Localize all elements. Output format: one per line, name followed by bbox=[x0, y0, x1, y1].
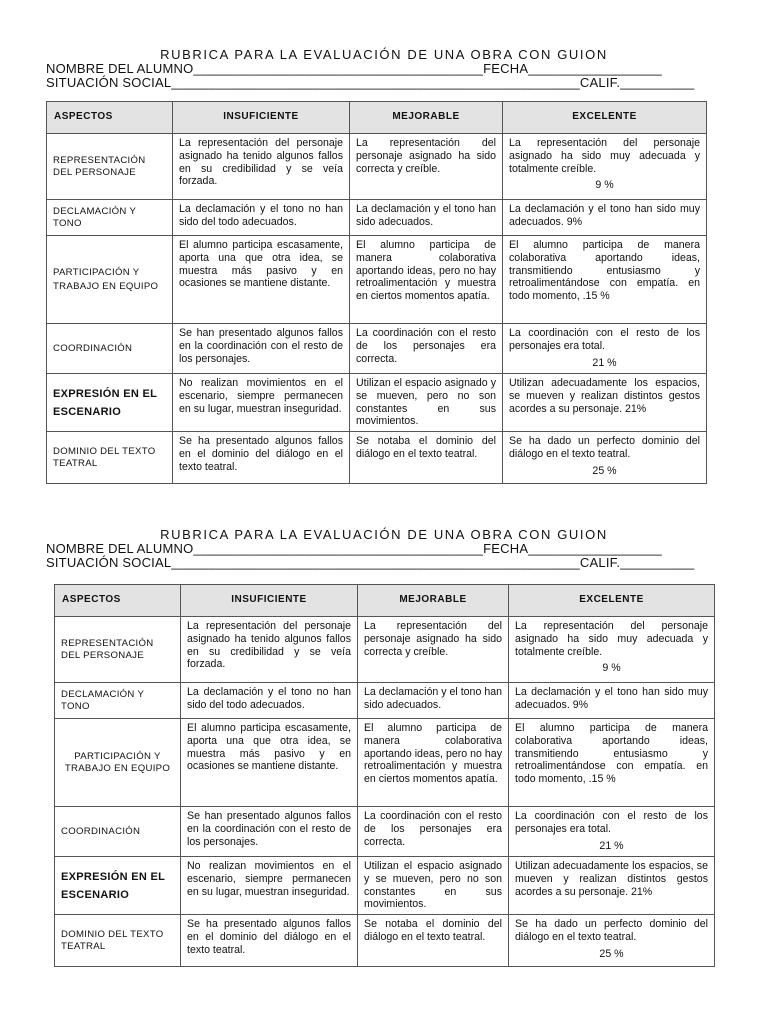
mejorable-cell: La declamación y el tono han sido adecuados. bbox=[358, 683, 509, 719]
mejorable-cell: Utilizan el espacio asignado y se mueven, pero no son constantes en sus movimientos. bbox=[350, 374, 503, 432]
insuficiente-cell: No realizan movimientos en el escenario, siempre permanecen en su lugar, muestran inseguridad. bbox=[173, 374, 350, 432]
excelente-cell bbox=[503, 134, 707, 200]
aspect-cell: PARTICIPACIÓN Y TRABAJO EN EQUIPO bbox=[55, 719, 181, 807]
aspect-cell: DECLAMACIÓN Y TONO bbox=[55, 683, 181, 719]
table-row bbox=[47, 374, 707, 432]
insuficiente-cell: El alumno participa escasamente, aporta una que otra idea, se muestra más pasivo y en ocasiones se mantiene distante. bbox=[173, 236, 350, 324]
insuficiente-cell: Se han presentado algunos fallos en la coordinación con el resto de los personajes. bbox=[173, 324, 350, 374]
rubric-sheet-1 bbox=[0, 47, 768, 477]
mejorable-cell: Se notaba el dominio del diálogo en el texto teatral. bbox=[350, 432, 503, 484]
excelente-cell bbox=[509, 617, 715, 683]
percentage-label: 25 % bbox=[599, 947, 624, 960]
insuficiente-cell: La representación del personaje asignado ha tenido algunos fallos en su credibilidad y se veía forzada. bbox=[181, 617, 358, 683]
table-row bbox=[55, 617, 715, 683]
column-header-excelente: EXCELENTE bbox=[509, 585, 715, 617]
aspect-cell: DECLAMACIÓN Y TONO bbox=[47, 200, 173, 236]
table-row bbox=[55, 807, 715, 857]
table-header-row bbox=[47, 102, 707, 134]
aspect-cell: COORDINACIÓN bbox=[47, 324, 173, 374]
aspect-cell: PARTICIPACIÓN Y TRABAJO EN EQUIPO bbox=[47, 236, 173, 324]
table-row bbox=[47, 432, 707, 484]
insuficiente-cell: La declamación y el tono no han sido del todo adecuados. bbox=[181, 683, 358, 719]
social-situation-grade-line: SITUACIÓN SOCIAL_______________________________________________________CALIF.__________ bbox=[46, 555, 695, 570]
excelente-cell bbox=[503, 324, 707, 374]
mejorable-cell: La coordinación con el resto de los personajes era correcta. bbox=[350, 324, 503, 374]
insuficiente-cell: Se ha presentado algunos fallos en el dominio del diálogo en el texto teatral. bbox=[173, 432, 350, 484]
percentage-label: 25 % bbox=[592, 464, 617, 477]
aspect-cell: COORDINACIÓN bbox=[55, 807, 181, 857]
rubric-sheet-2 bbox=[0, 527, 768, 960]
table-row bbox=[55, 683, 715, 719]
aspect-cell: DOMINIO DEL TEXTO TEATRAL bbox=[47, 432, 173, 484]
percentage-label: 21 % bbox=[599, 839, 624, 852]
percentage-label: 9 % bbox=[595, 179, 614, 192]
student-name-date-line: NOMBRE DEL ALUMNO_______________________________________FECHA__________________ bbox=[46, 61, 662, 76]
excelente-text: La representación del personaje asignado ha sido muy adecuada y totalmente creíble. bbox=[515, 620, 708, 658]
excelente-cell: El alumno participa de manera colaborativa aportando ideas, transmitiendo entusiasmo y retroalimentándose con empatía. en todo momento, .15 % bbox=[503, 236, 707, 324]
mejorable-cell: La representación del personaje asignado ha sido correcta y creíble. bbox=[350, 134, 503, 200]
percentage-label: 21 % bbox=[592, 356, 617, 369]
mejorable-cell: El alumno participa de manera colaborativa aportando ideas, pero no hay retroalimentación y muestra en ciertos momentos apatía. bbox=[358, 719, 509, 807]
aspect-cell: EXPRESIÓN EN EL ESCENARIO bbox=[47, 374, 173, 432]
column-header-insuficiente: INSUFICIENTE bbox=[181, 585, 358, 617]
excelente-cell: El alumno participa de manera colaborativa aportando ideas, transmitiendo entusiasmo y retroalimentándose con empatía. en todo momento, .15 % bbox=[509, 719, 715, 807]
aspect-cell: REPRESENTACIÓN DEL PERSONAJE bbox=[55, 617, 181, 683]
excelente-text: La coordinación con el resto de los personajes era total. bbox=[515, 810, 708, 835]
mejorable-cell: El alumno participa de manera colaborativa aportando ideas, pero no hay retroalimentación y muestra en ciertos momentos apatía. bbox=[350, 236, 503, 324]
sheet-header bbox=[0, 528, 768, 570]
table-row bbox=[47, 200, 707, 236]
aspect-cell: REPRESENTACIÓN DEL PERSONAJE bbox=[47, 134, 173, 200]
sheet-header bbox=[0, 48, 768, 90]
table-row bbox=[55, 915, 715, 967]
column-header-mejorable: MEJORABLE bbox=[350, 102, 503, 134]
rubric-table bbox=[54, 584, 715, 967]
rubric-table bbox=[46, 101, 707, 484]
excelente-cell bbox=[509, 915, 715, 967]
aspect-cell: DOMINIO DEL TEXTO TEATRAL bbox=[55, 915, 181, 967]
social-situation-grade-line: SITUACIÓN SOCIAL_______________________________________________________CALIF.__________ bbox=[46, 75, 695, 90]
mejorable-cell: La coordinación con el resto de los personajes era correcta. bbox=[358, 807, 509, 857]
excelente-cell: La declamación y el tono han sido muy adecuados. 9% bbox=[509, 683, 715, 719]
student-name-date-line: NOMBRE DEL ALUMNO_______________________________________FECHA__________________ bbox=[46, 541, 662, 556]
percentage-label: 9 % bbox=[602, 662, 621, 675]
mejorable-cell: Utilizan el espacio asignado y se mueven, pero no son constantes en sus movimientos. bbox=[358, 857, 509, 915]
column-header-mejorable: MEJORABLE bbox=[358, 585, 509, 617]
excelente-text: La representación del personaje asignado ha sido muy adecuada y totalmente creíble. bbox=[509, 137, 700, 175]
excelente-cell: Utilizan adecuadamente los espacios, se mueven y realizan distintos gestos acordes a su personaje. 21% bbox=[503, 374, 707, 432]
excelente-cell bbox=[503, 432, 707, 484]
column-header-aspectos: ASPECTOS bbox=[55, 585, 181, 617]
table-row bbox=[47, 324, 707, 374]
column-header-aspectos: ASPECTOS bbox=[47, 102, 173, 134]
excelente-cell: La declamación y el tono han sido muy adecuados. 9% bbox=[503, 200, 707, 236]
column-header-insuficiente: INSUFICIENTE bbox=[173, 102, 350, 134]
table-row bbox=[47, 134, 707, 200]
mejorable-cell: Se notaba el dominio del diálogo en el texto teatral. bbox=[358, 915, 509, 967]
table-row bbox=[55, 857, 715, 915]
insuficiente-cell: No realizan movimientos en el escenario, siempre permanecen en su lugar, muestran inseguridad. bbox=[181, 857, 358, 915]
insuficiente-cell: Se ha presentado algunos fallos en el dominio del diálogo en el texto teatral. bbox=[181, 915, 358, 967]
table-header-row bbox=[55, 585, 715, 617]
excelente-cell bbox=[509, 807, 715, 857]
aspect-cell: EXPRESIÓN EN EL ESCENARIO bbox=[55, 857, 181, 915]
table-row bbox=[47, 236, 707, 324]
excelente-text: Se ha dado un perfecto dominio del diálogo en el texto teatral. bbox=[515, 918, 708, 943]
excelente-text: La coordinación con el resto de los personajes era total. bbox=[509, 327, 700, 352]
insuficiente-cell: Se han presentado algunos fallos en la coordinación con el resto de los personajes. bbox=[181, 807, 358, 857]
table-row bbox=[55, 719, 715, 807]
excelente-text: Se ha dado un perfecto dominio del diálogo en el texto teatral. bbox=[509, 435, 700, 460]
insuficiente-cell: El alumno participa escasamente, aporta una que otra idea, se muestra más pasivo y en ocasiones se mantiene distante. bbox=[181, 719, 358, 807]
excelente-cell: Utilizan adecuadamente los espacios, se mueven y realizan distintos gestos acordes a su personaje. 21% bbox=[509, 857, 715, 915]
rubric-title: RUBRICA PARA LA EVALUACIÓN DE UNA OBRA CON GUION bbox=[160, 527, 608, 542]
insuficiente-cell: La declamación y el tono no han sido del todo adecuados. bbox=[173, 200, 350, 236]
column-header-excelente: EXCELENTE bbox=[503, 102, 707, 134]
mejorable-cell: La representación del personaje asignado ha sido correcta y creíble. bbox=[358, 617, 509, 683]
rubric-title: RUBRICA PARA LA EVALUACIÓN DE UNA OBRA CON GUION bbox=[160, 47, 608, 62]
mejorable-cell: La declamación y el tono han sido adecuados. bbox=[350, 200, 503, 236]
insuficiente-cell: La representación del personaje asignado ha tenido algunos fallos en su credibilidad y se veía forzada. bbox=[173, 134, 350, 200]
